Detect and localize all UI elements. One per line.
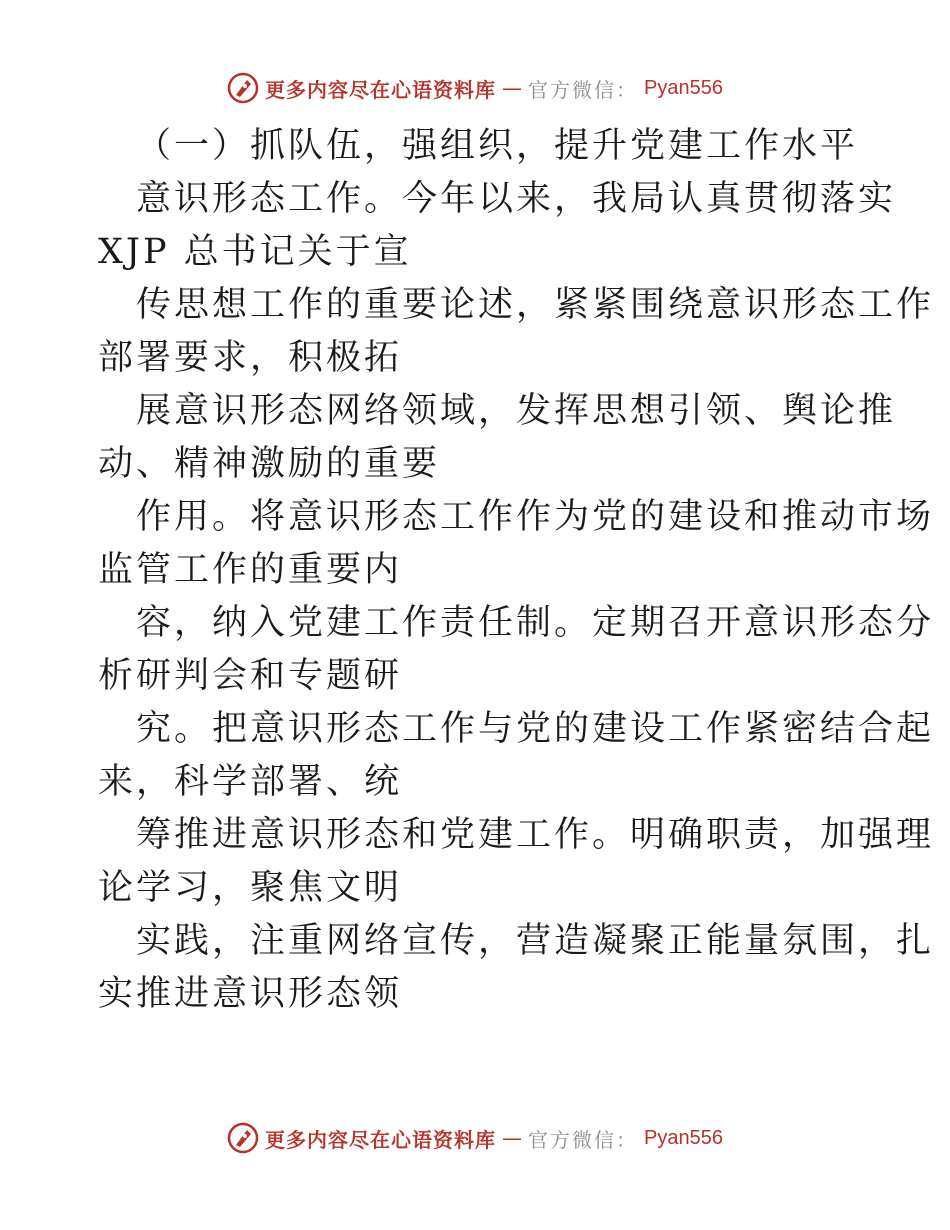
text-line: 展意识形态网络领域，发挥思想引领、舆论推	[136, 391, 897, 431]
text-line: 筹推进意识形态和党建工作。明确职责，加强理	[136, 815, 935, 855]
text-line: 究。把意识形态工作与党的建设工作紧密结合起	[136, 709, 935, 749]
header-watermark	[0, 72, 950, 104]
text-line: 析研判会和专题研	[98, 656, 403, 696]
section-heading: （一）抓队伍，强组织，提升党建工作水平	[136, 126, 859, 166]
watermark-dash: —	[502, 1126, 523, 1150]
watermark-official-label: 官方微信：	[528, 77, 639, 102]
text-line: 实践，注重网络宣传，营造凝聚正能量氛围，扎	[136, 921, 935, 961]
text-line: 论学习，聚焦文明	[98, 868, 403, 908]
text-line: 意识形态工作。今年以来，我局认真贯彻落实	[136, 179, 897, 219]
text-line: 部署要求，积极拓	[98, 338, 403, 378]
watermark-dash: —	[502, 76, 523, 100]
pen-nib-circle-icon	[227, 72, 259, 104]
text-line: XJP 总书记关于宣	[98, 232, 412, 272]
footer-watermark	[0, 1122, 950, 1154]
watermark-official-label: 官方微信：	[528, 1127, 639, 1152]
watermark-account: Pyan556	[644, 1126, 723, 1149]
watermark-site-text: 更多内容尽在心语资料库	[265, 1127, 497, 1152]
pen-nib-circle-icon	[227, 1122, 259, 1154]
text-line: 传思想工作的重要论述，紧紧围绕意识形态工作	[136, 285, 935, 325]
watermark-site-text: 更多内容尽在心语资料库	[265, 77, 497, 102]
document-body	[98, 120, 935, 1021]
watermark-account: Pyan556	[644, 76, 723, 99]
text-line: 监管工作的重要内	[98, 550, 403, 590]
text-line: 动、精神激励的重要	[98, 444, 441, 484]
text-line: 容，纳入党建工作责任制。定期召开意识形态分	[136, 603, 935, 643]
text-line: 实推进意识形态领	[98, 974, 403, 1014]
text-line: 作用。将意识形态工作作为党的建设和推动市场	[136, 497, 935, 537]
text-line: 来，科学部署、统	[98, 762, 403, 802]
